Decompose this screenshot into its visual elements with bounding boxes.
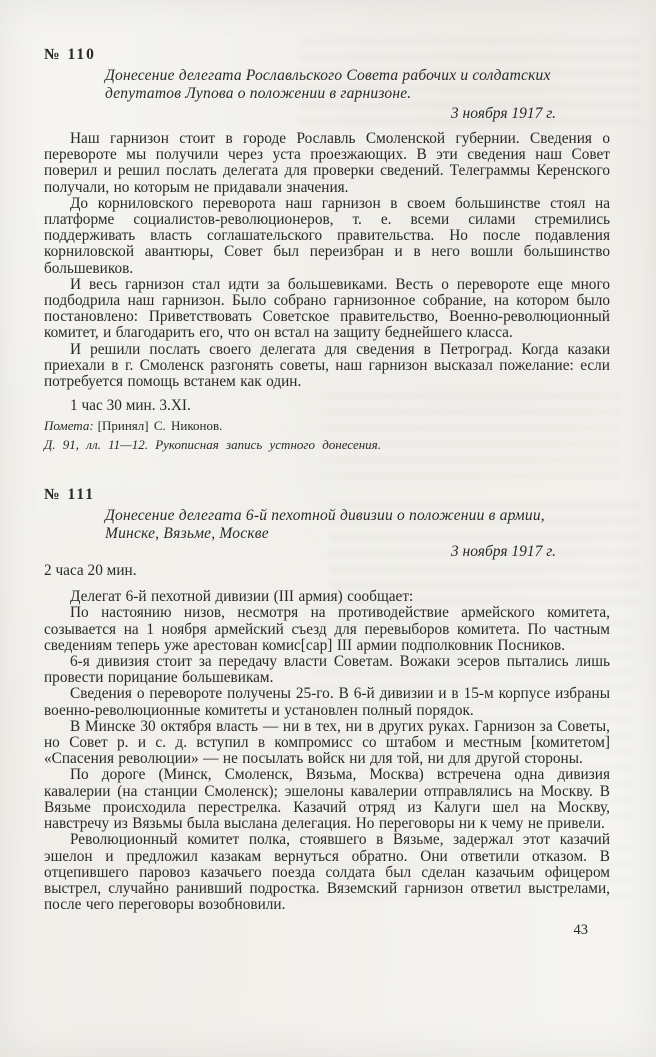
time-signature: 1 час 30 мин. 3.XI. xyxy=(70,397,191,415)
document-date: 3 ноября 1917 г. xyxy=(450,105,556,122)
paragraph: До корниловского переворота наш гарнизон в своем большинстве стоял на платформе социалистов-революционеров, т. е. всеми силами стремились поддерживать власть соглашательского правительства. Но после подавления корниловской авантюры, Совет был переизбран и в него вошли большинство большевиков. xyxy=(44,194,610,277)
paragraph: Революционный комитет полка, стоявшего в Вязьме, задержал этот казачий эшелон и предложил казакам вернуться обратно. Они ответили отказом. В отцепившего паровоз казачьего поезда солдата был сделан казачьим офицером выстрел, случайно ранивший подростка. Вяземский гарнизон ответил выстрелами, после чего переговоры возобновили. xyxy=(44,831,610,914)
pometa-label: Помета: xyxy=(44,418,94,434)
archive-reference: Д. 91, лл. 11—12. Рукописная запись устного донесения. xyxy=(44,437,381,453)
paragraph: Делегат 6-й пехотной дивизии (III армия) сообщает: xyxy=(70,588,414,606)
document-title-line: депутатов Лупова о положении в гарнизоне. xyxy=(105,84,412,102)
document-110 xyxy=(44,46,610,452)
page-number: 43 xyxy=(573,922,588,939)
paragraph: По дороге (Минск, Смоленск, Вязьма, Москва) встречена одна дивизия кавалерии (на станции Смоленск); эшелоны кавалерии отправлялись на Москву. В Вязьме происходила перестрелка. Казачий отряд из Калуги шел на Москву, навстречу из Вязьмы была выслана делегация. Но переговоры ни к чему не привели. xyxy=(44,766,610,833)
time-line: 2 часа 20 мин. xyxy=(44,562,137,580)
paragraph: В Минске 30 октября власть — ни в тех, ни в других руках. Гарнизон за Советы, но Совет р. и с. д. вступил в компромисс со штабом и местным [комитетом] «Спасения революции» — не посылать войск ни для той, ни для другой стороны. xyxy=(44,717,610,768)
pometa-note xyxy=(44,418,610,433)
document-title xyxy=(105,507,610,542)
paragraph: Сведения о перевороте получены 25-го. В 6-й дивизии и в 15-м корпусе избраны военно-революционные комитеты и установлен полный порядок. xyxy=(44,685,610,719)
document-title xyxy=(105,67,610,102)
document-number: № 111 xyxy=(44,486,95,504)
pometa-text: [Принял] С. Никонов. xyxy=(97,418,223,434)
paragraph: Наш гарнизон стоит в городе Рославль Смоленской губернии. Сведения о перевороте мы получили через уста проезжающих. В эти сведения наш Совет поверил и решил послать делегата для проверки сведений. Телеграммы Керенского получали, но которым не придавали значения. xyxy=(44,130,610,196)
document-title-line: Донесение делегата 6-й пехотной дивизии о положении в армии, xyxy=(105,507,545,525)
document-title-line: Донесение делегата Рославльского Совета рабочих и солдатских xyxy=(105,67,551,84)
document-body xyxy=(44,589,610,913)
paragraph: 6-я дивизия стоит за передачу власти Советам. Вожаки эсеров пытались лишь провести порицание большевикам. xyxy=(44,653,610,687)
paragraph: По настоянию низов, несмотря на противодействие армейского комитета, созывается на 1 ноября армейский съезд для перевыборов комитета. По частным сведениям теперь уже арестован комис[сар] III армии подполковник Посников. xyxy=(44,604,610,654)
document-body xyxy=(44,131,610,390)
document-111 xyxy=(44,486,610,913)
document-title-line: Минске, Вязьме, Москве xyxy=(105,524,269,542)
paragraph: И весь гарнизон стал идти за большевиками. Весть о перевороте еще много подбодрила наш гарнизон. Было собрано гарнизонное собрание, на котором было постановлено: Приветствовать Советское правительство, Военно-революционный комитет, и благодарить его, что он встал на защиту беднейшего класса. xyxy=(44,275,610,342)
document-number: № 110 xyxy=(44,46,96,63)
document-date: 3 ноября 1917 г. xyxy=(450,543,556,561)
paragraph: И решили послать своего делегата для сведения в Петроград. Когда казаки приехали в г. Смоленск разгонять советы, наш гарнизон высказал пожелание: если потребуется помощь встанем как один. xyxy=(44,340,610,391)
